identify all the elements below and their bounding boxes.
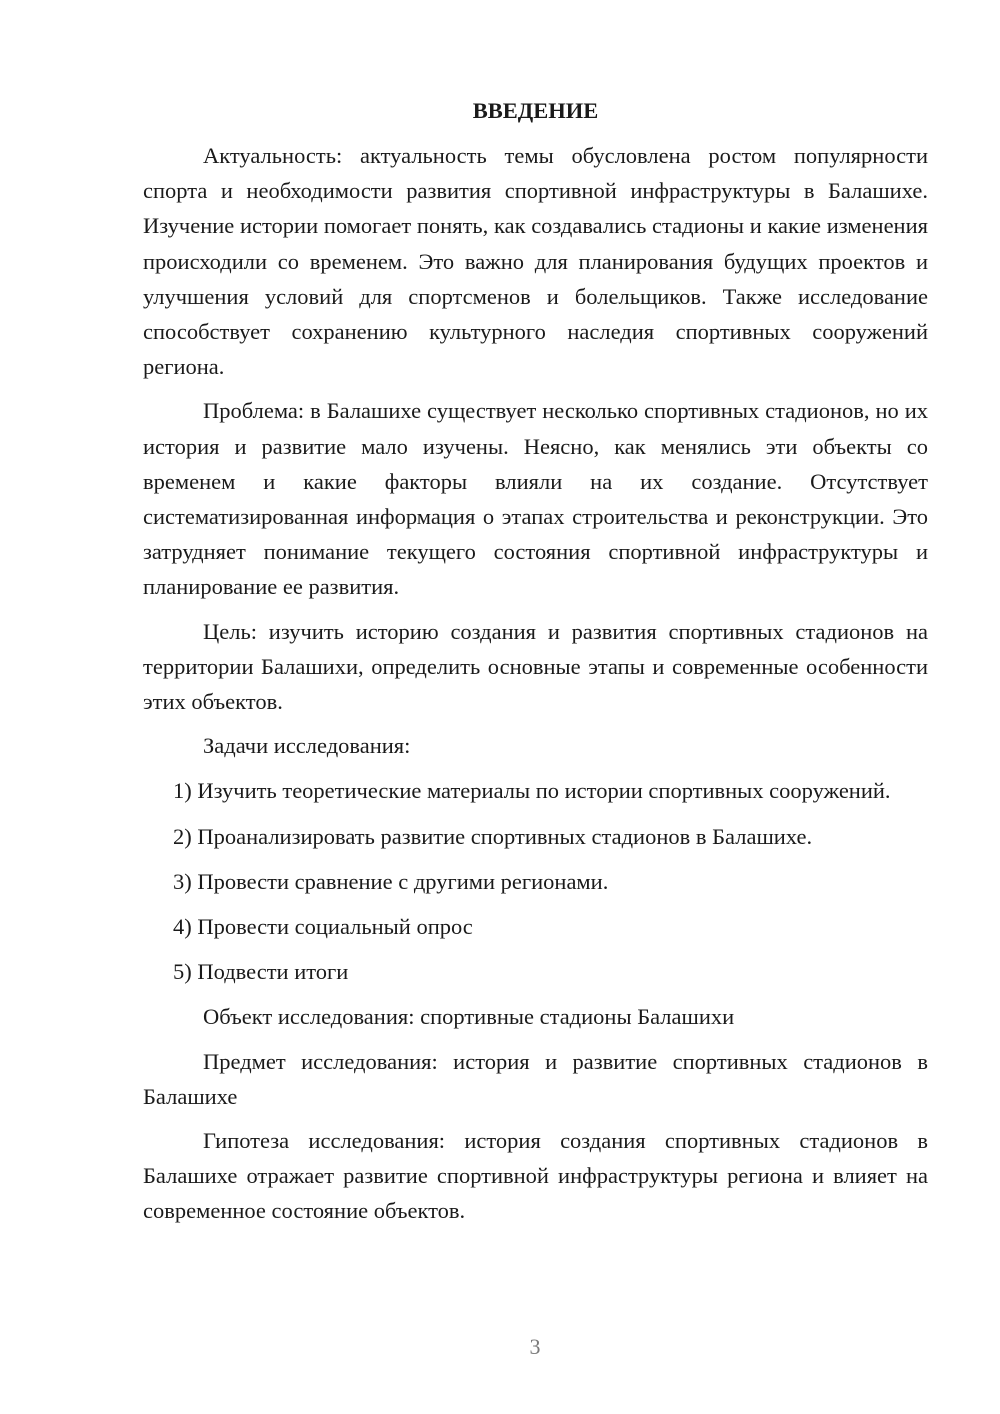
document-page bbox=[143, 92, 928, 1238]
task-item: 3) Провести сравнение с другими регионами. bbox=[173, 868, 609, 894]
section-title: ВВЕДЕНИЕ bbox=[472, 98, 599, 123]
goal-paragraph: Цель: изучить историю создания и развития спортивных стадионов на территории Балашихи, определить основные этапы и современные особенности этих объектов. bbox=[143, 618, 928, 715]
problem-paragraph: Проблема: в Балашихе существует несколько спортивных стадионов, но их история и развитие мало изучены. Неясно, как менялись эти объекты со временем и какие факторы влияли на их создание. Отсутствует систематизированная информация о этапах строительства и реконструкции. Это затрудняет понимание текущего состояния спортивной инфраструктуры и планирование ее развития. bbox=[143, 398, 928, 600]
task-item: 1) Изучить теоретические материалы по истории спортивных сооружений. bbox=[173, 778, 891, 804]
task-item: 5) Подвести итоги bbox=[173, 959, 349, 985]
research-object: Объект исследования: спортивные стадионы Балашихи bbox=[203, 1004, 735, 1030]
research-subject: Предмет исследования: история и развитие спортивных стадионов в Балашихе bbox=[143, 1048, 928, 1109]
relevance-paragraph: Актуальность: актуальность темы обусловлена ростом популярности спорта и необходимости развития спортивной инфраструктуры в Балашихе. Изучение истории помогает понять, как создавались стадионы и какие изменения происходили со временем. Это важно для планирования будущих проектов и улучшения условий для спортсменов и болельщиков. Также исследование способствует сохранению культурного наследия спортивных сооружений региона. bbox=[143, 143, 928, 380]
tasks-heading: Задачи исследования: bbox=[203, 733, 411, 759]
task-item: 2) Проанализировать развитие спортивных стадионов в Балашихе. bbox=[173, 823, 813, 849]
research-hypothesis: Гипотеза исследования: история создания спортивных стадионов в Балашихе отражает развитие спортивной инфраструктуры региона и влияет на современное состояние объектов. bbox=[143, 1128, 928, 1224]
page-number: 3 bbox=[529, 1334, 541, 1359]
task-item: 4) Провести социальный опрос bbox=[173, 914, 473, 940]
